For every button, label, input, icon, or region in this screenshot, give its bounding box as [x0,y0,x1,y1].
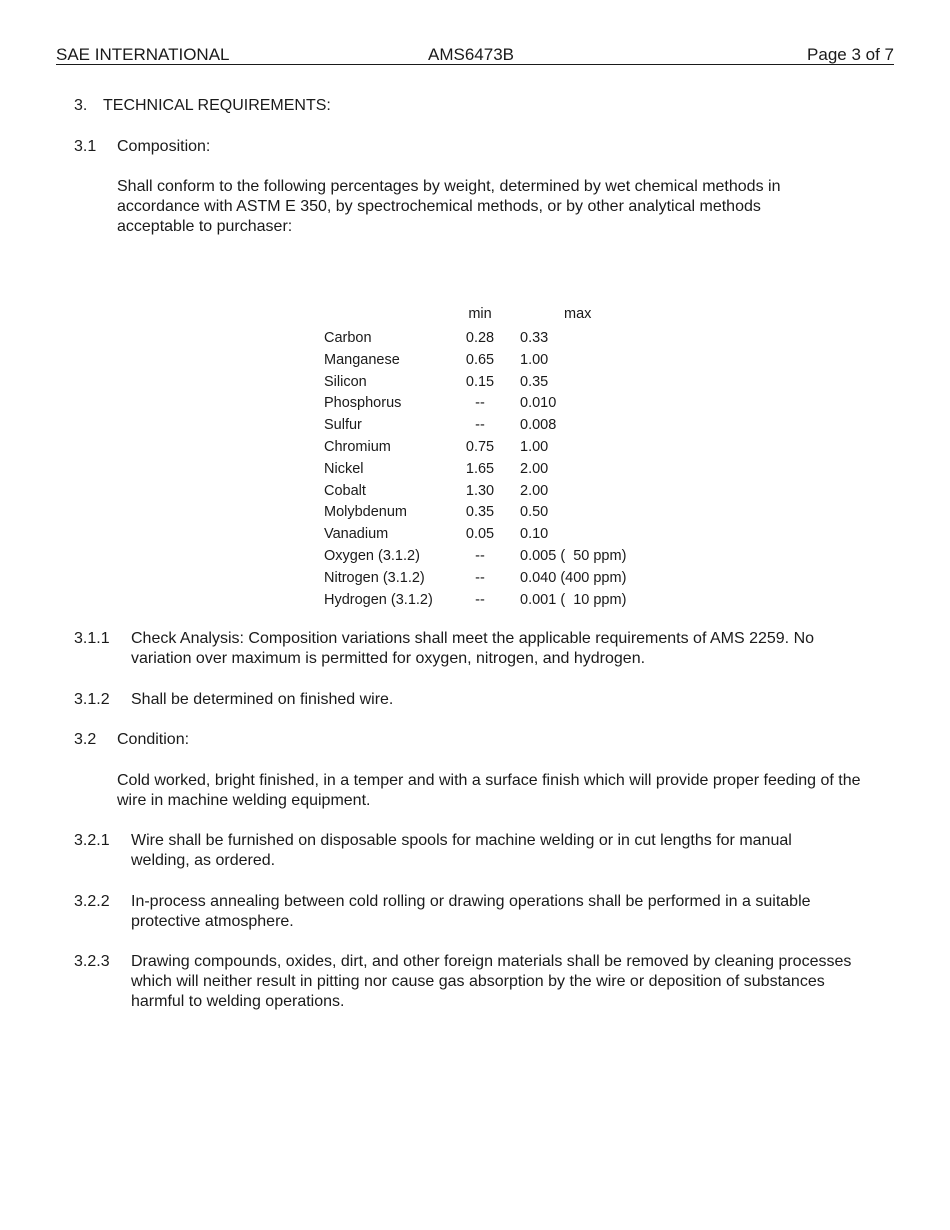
page-header [56,45,894,65]
min-value: 0.28 [465,330,495,346]
section-title: Condition: [117,731,190,748]
column-header-max: max [564,306,592,322]
element-name: Chromium [324,438,391,455]
max-value: 0.008 [520,417,557,434]
max-value: 0.010 [520,395,557,412]
section-title: Composition: [117,138,211,155]
min-value: 0.65 [465,351,495,368]
min-value: 0.15 [465,373,495,390]
element-name: Nickel [324,460,364,477]
max-value: 0.005 ( 50 ppm) [520,547,627,564]
min-value: -- [475,591,485,608]
max-value: 1.00 [520,438,549,455]
header-document-number: AMS6473B [428,45,514,64]
min-value: 0.05 [465,526,495,543]
max-value: 0.10 [520,526,549,543]
max-value: 1.00 [520,351,549,368]
section-body: Shall be determined on finished wire. [131,691,394,708]
element-name: Molybdenum [324,504,408,521]
min-value: 0.75 [465,438,495,455]
min-value: -- [475,395,485,412]
section-number: 3.2 [74,731,97,748]
column-header-min: min [468,306,492,322]
element-name: Carbon [324,330,372,346]
max-value: 0.50 [520,504,549,521]
max-value: 2.00 [520,460,549,477]
section-number: 3.1.2 [74,691,110,708]
max-value: 0.001 ( 10 ppm) [520,591,627,608]
element-name: Nitrogen (3.1.2) [324,569,425,586]
min-value: -- [475,417,485,434]
section-number: 3.2.2 [74,893,110,910]
element-name: Sulfur [324,417,362,434]
header-organization: SAE INTERNATIONAL [56,45,230,64]
section-3-1-body: Shall conform to the following percentages by weight, determined by wet chemical methods in accordance with ASTM E 350, by spectrochemical methods, or by other analytical methods acceptable to purchaser: [117,178,781,235]
section-number: 3.2.1 [74,832,110,849]
min-value: 1.30 [465,482,495,499]
element-name: Cobalt [324,482,366,499]
header-page-number: Page 3 of 7 [807,45,894,64]
max-value: 0.33 [520,330,549,346]
element-name: Phosphorus [324,395,402,412]
section-body: In-process annealing between cold rolling or drawing operations shall be performed in a suitable protective atmosphere. [131,893,811,930]
element-name: Oxygen (3.1.2) [324,547,420,564]
min-value: -- [475,547,485,564]
section-number: 3.1 [74,138,97,155]
element-name: Vanadium [324,526,389,543]
section-number: 3. [74,97,88,114]
section-title: TECHNICAL REQUIREMENTS: [103,97,331,114]
section-body: Wire shall be furnished on disposable spools for machine welding or in cut lengths for manual welding, as ordered. [131,832,792,869]
section-number: 3.1.1 [74,630,110,647]
section-body: Check Analysis: Composition variations shall meet the applicable requirements of AMS 2259. No variation over maximum is permitted for oxygen, nitrogen, and hydrogen. [131,630,815,667]
section-body: Drawing compounds, oxides, dirt, and other foreign materials shall be removed by cleaning processes which will neither result in pitting nor cause gas absorption by the wire or deposition of substances harmful to welding operations. [131,953,852,1010]
max-value: 2.00 [520,482,549,499]
min-value: 1.65 [465,460,495,477]
element-name: Silicon [324,373,367,390]
max-value: 0.35 [520,373,549,390]
min-value: -- [475,569,485,586]
section-3-2-body: Cold worked, bright finished, in a temper and with a surface finish which will provide proper feeding of the wire in machine welding equipment. [117,772,861,809]
element-name: Hydrogen (3.1.2) [324,591,433,608]
min-value: 0.35 [465,504,495,521]
element-name: Manganese [324,351,400,368]
max-value: 0.040 (400 ppm) [520,569,627,586]
section-number: 3.2.3 [74,953,110,970]
